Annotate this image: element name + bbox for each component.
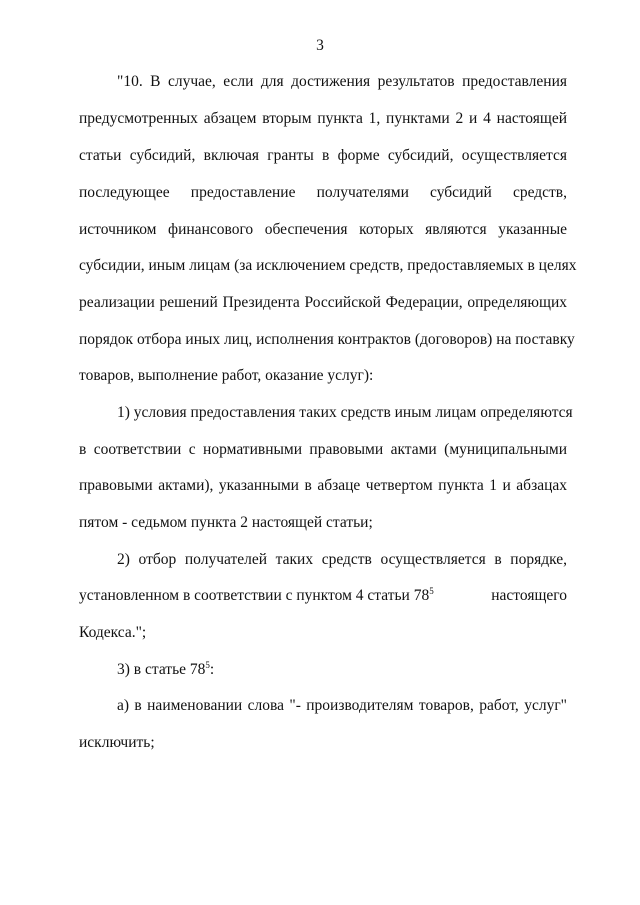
text-segment — [79, 586, 434, 606]
text-line: правовыми актами), указанными в абзаце четвертом пункта 1 и абзацах — [79, 477, 567, 494]
superscript: 5 — [429, 586, 434, 596]
text-line: товаров, выполнение работ, оказание услуг): — [79, 367, 374, 384]
text-line: субсидии, иным лицам (за исключением средств, предоставляемых в целях — [79, 257, 577, 274]
text-line: Кодекса."; — [79, 624, 147, 641]
text-line: источником финансового обеспечения которых являются указанные — [79, 221, 567, 238]
text-line: в соответствии с нормативными правовыми актами (муниципальными — [79, 441, 567, 458]
text-line: последующее предоставление получателями субсидий средств, — [79, 184, 567, 201]
text-line: "10. В случае, если для достижения результатов предоставления — [117, 73, 567, 90]
text-line: пятом - седьмом пункта 2 настоящей статьи; — [79, 514, 373, 531]
text-line: 1) условия предоставления таких средств иным лицам определяются — [117, 404, 573, 421]
text-line: порядок отбора иных лиц, исполнения контрактов (договоров) на поставку — [79, 331, 575, 348]
page-number: 3 — [316, 37, 324, 54]
text-line: 2) отбор получателей таких средств осуществляется в порядке, — [117, 551, 567, 568]
text-line — [117, 660, 567, 680]
text-line: а) в наименовании слова "- производителям товаров, работ, услуг" — [117, 697, 567, 714]
text-line: реализации решений Президента Российской Федерации, определяющих — [79, 294, 567, 311]
text-line — [79, 586, 567, 606]
text-segment-tail: настоящего — [491, 587, 567, 604]
text-segment-body: 3) в статье 78 — [117, 661, 206, 678]
text-segment-body: установленном в соответствии с пунктом 4 статьи 78 — [79, 587, 430, 604]
text-line: исключить; — [79, 734, 155, 751]
superscript: 5 — [205, 660, 210, 670]
text-segment-tail: : — [209, 661, 215, 678]
text-line: статьи субсидий, включая гранты в форме субсидий, осуществляется — [79, 147, 567, 164]
text-line: предусмотренных абзацем вторым пункта 1, пунктами 2 и 4 настоящей — [79, 110, 567, 127]
